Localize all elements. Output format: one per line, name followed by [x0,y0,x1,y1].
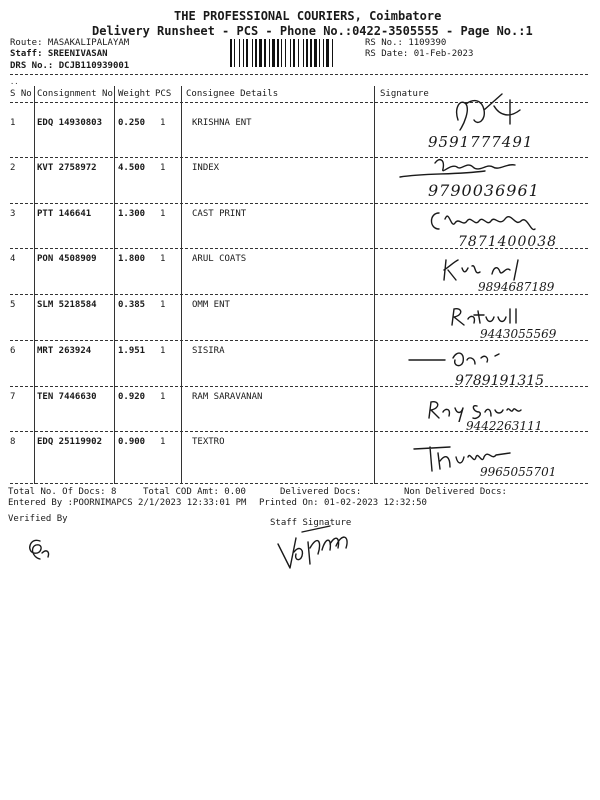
row-consignee: SISIRA [192,346,225,356]
row-sno: 7 [10,392,16,402]
row-consignee: INDEX [192,163,220,173]
handwritten-signature [440,256,530,284]
row-consignment: TEN 7446630 [37,392,97,402]
col-header-pcs: PCS [155,89,172,99]
barcode-bar [319,39,320,67]
row-sno: 2 [10,163,16,173]
row-sno: 8 [10,437,16,447]
runsheet-subtitle: Delivery Runsheet - PCS - Phone No.:0422-3505555 - Page No.:1 [92,24,533,38]
rs-number: RS No.: 1109390 [365,38,447,48]
row-sno: 3 [10,209,16,219]
staff-signature-label: Staff Signature [270,518,352,528]
barcode-bar [277,39,279,67]
barcode-bar [332,39,333,67]
col-line [114,86,115,484]
handwritten-phone: 9442263111 [466,419,543,433]
row-consignee: ARUL COATS [192,254,247,264]
col-line [34,86,35,484]
col-header-consignee: Consignee Details [186,89,279,99]
row-pcs: 1 [160,392,166,402]
divider-mark: .. [10,78,19,86]
staff-signature [270,524,360,570]
delivered-docs: Delivered Docs: [280,487,362,497]
row-consignment: KVT 2758972 [37,163,97,173]
barcode-bar [246,39,248,67]
handwritten-phone: 9789191315 [455,373,545,389]
handwritten-signature [440,90,550,135]
row-weight: 0.385 [118,300,146,310]
staff-label: Staff: SREENIVASAN [10,49,108,59]
col-line [374,86,375,484]
barcode-image [230,39,358,67]
barcode-bar [326,39,329,67]
col-header-sno: S No [10,89,32,99]
row-pcs: 1 [160,118,166,128]
barcode-bar [323,39,324,67]
handwritten-phone: 9790036961 [428,181,540,200]
row-consignee: CAST PRINT [192,209,247,219]
rs-date: RS Date: 01-Feb-2023 [365,49,474,59]
row-divider [10,203,588,204]
row-weight: 4.500 [118,163,146,173]
company-title: THE PROFESSIONAL COURIERS, Coimbatore [174,9,442,23]
barcode-bar [314,39,317,67]
row-consignee: RAM SARAVANAN [192,392,263,402]
barcode-bar [285,39,286,67]
total-cod-amount: Total COD Amt: 0.00 [143,487,246,497]
handwritten-phone: 9443055569 [480,327,557,341]
barcode-bar [239,39,240,67]
non-delivered-docs: Non Delivered Docs: [404,487,507,497]
row-consignee: OMM ENT [192,300,230,310]
handwritten-signature [448,305,528,329]
handwritten-phone: 9965055701 [480,465,557,479]
verifier-signature [22,535,54,563]
barcode-bar [306,39,308,67]
barcode-bar [290,39,291,67]
barcode-bar [281,39,282,67]
verified-by-label: Verified By [8,514,68,524]
barcode-bar [234,39,235,67]
entered-by: Entered By :POORNIMAPCS 2/1/2023 12:33:01 PM [8,498,247,508]
total-docs: Total No. Of Docs: 8 [8,487,117,497]
row-pcs: 1 [160,300,166,310]
row-pcs: 1 [160,254,166,264]
handwritten-signature [425,205,555,235]
col-line [181,86,182,484]
row-pcs: 1 [160,346,166,356]
row-consignment: MRT 263924 [37,346,92,356]
handwritten-signature [425,398,525,422]
handwritten-phone: 9894687189 [478,280,555,294]
barcode-bar [230,39,232,67]
handwritten-signature [410,443,520,473]
row-consignment: SLM 5218584 [37,300,97,310]
row-sno: 1 [10,118,16,128]
route-label: Route: MASAKALIPALAYAM [10,38,130,48]
row-weight: 1.951 [118,346,146,356]
barcode-bar [243,39,244,67]
row-consignment: EDQ 14930803 [37,118,103,128]
row-consignment: EDQ 25119902 [37,437,103,447]
row-pcs: 1 [160,163,166,173]
row-weight: 0.920 [118,392,146,402]
barcode-bar [264,39,266,67]
table-bottom-divider [10,483,588,484]
row-consignee: KRISHNA ENT [192,118,252,128]
barcode-bar [310,39,312,67]
row-pcs: 1 [160,437,166,447]
barcode-bar [269,39,270,67]
row-weight: 1.800 [118,254,146,264]
row-divider [10,294,588,295]
handwritten-phone: 9591777491 [428,133,534,151]
barcode-bar [272,39,275,67]
row-weight: 1.300 [118,209,146,219]
barcode-bar [255,39,257,67]
row-sno: 4 [10,254,16,264]
barcode-bar [293,39,295,67]
row-sno: 5 [10,300,16,310]
row-consignment: PTT 146641 [37,209,92,219]
drs-number: DRS No.: DCJB110939001 [10,61,130,71]
col-header-signature: Signature [380,89,429,99]
row-pcs: 1 [160,209,166,219]
row-sno: 6 [10,346,16,356]
handwritten-signature [395,155,535,185]
barcode-bar [259,39,262,67]
row-consignment: PON 4508909 [37,254,97,264]
row-consignee: TEXTRO [192,437,225,447]
row-weight: 0.900 [118,437,146,447]
printed-on: Printed On: 01-02-2023 12:32:50 [259,498,427,508]
barcode-bar [252,39,253,67]
row-weight: 0.250 [118,118,146,128]
handwritten-signature [405,348,515,372]
col-header-consignment: Consignment No [37,89,113,99]
handwritten-phone: 7871400038 [458,234,558,250]
col-header-weight: Weight [118,89,151,99]
barcode-bar [303,39,304,67]
barcode-bar [298,39,299,67]
header-divider [10,74,588,75]
